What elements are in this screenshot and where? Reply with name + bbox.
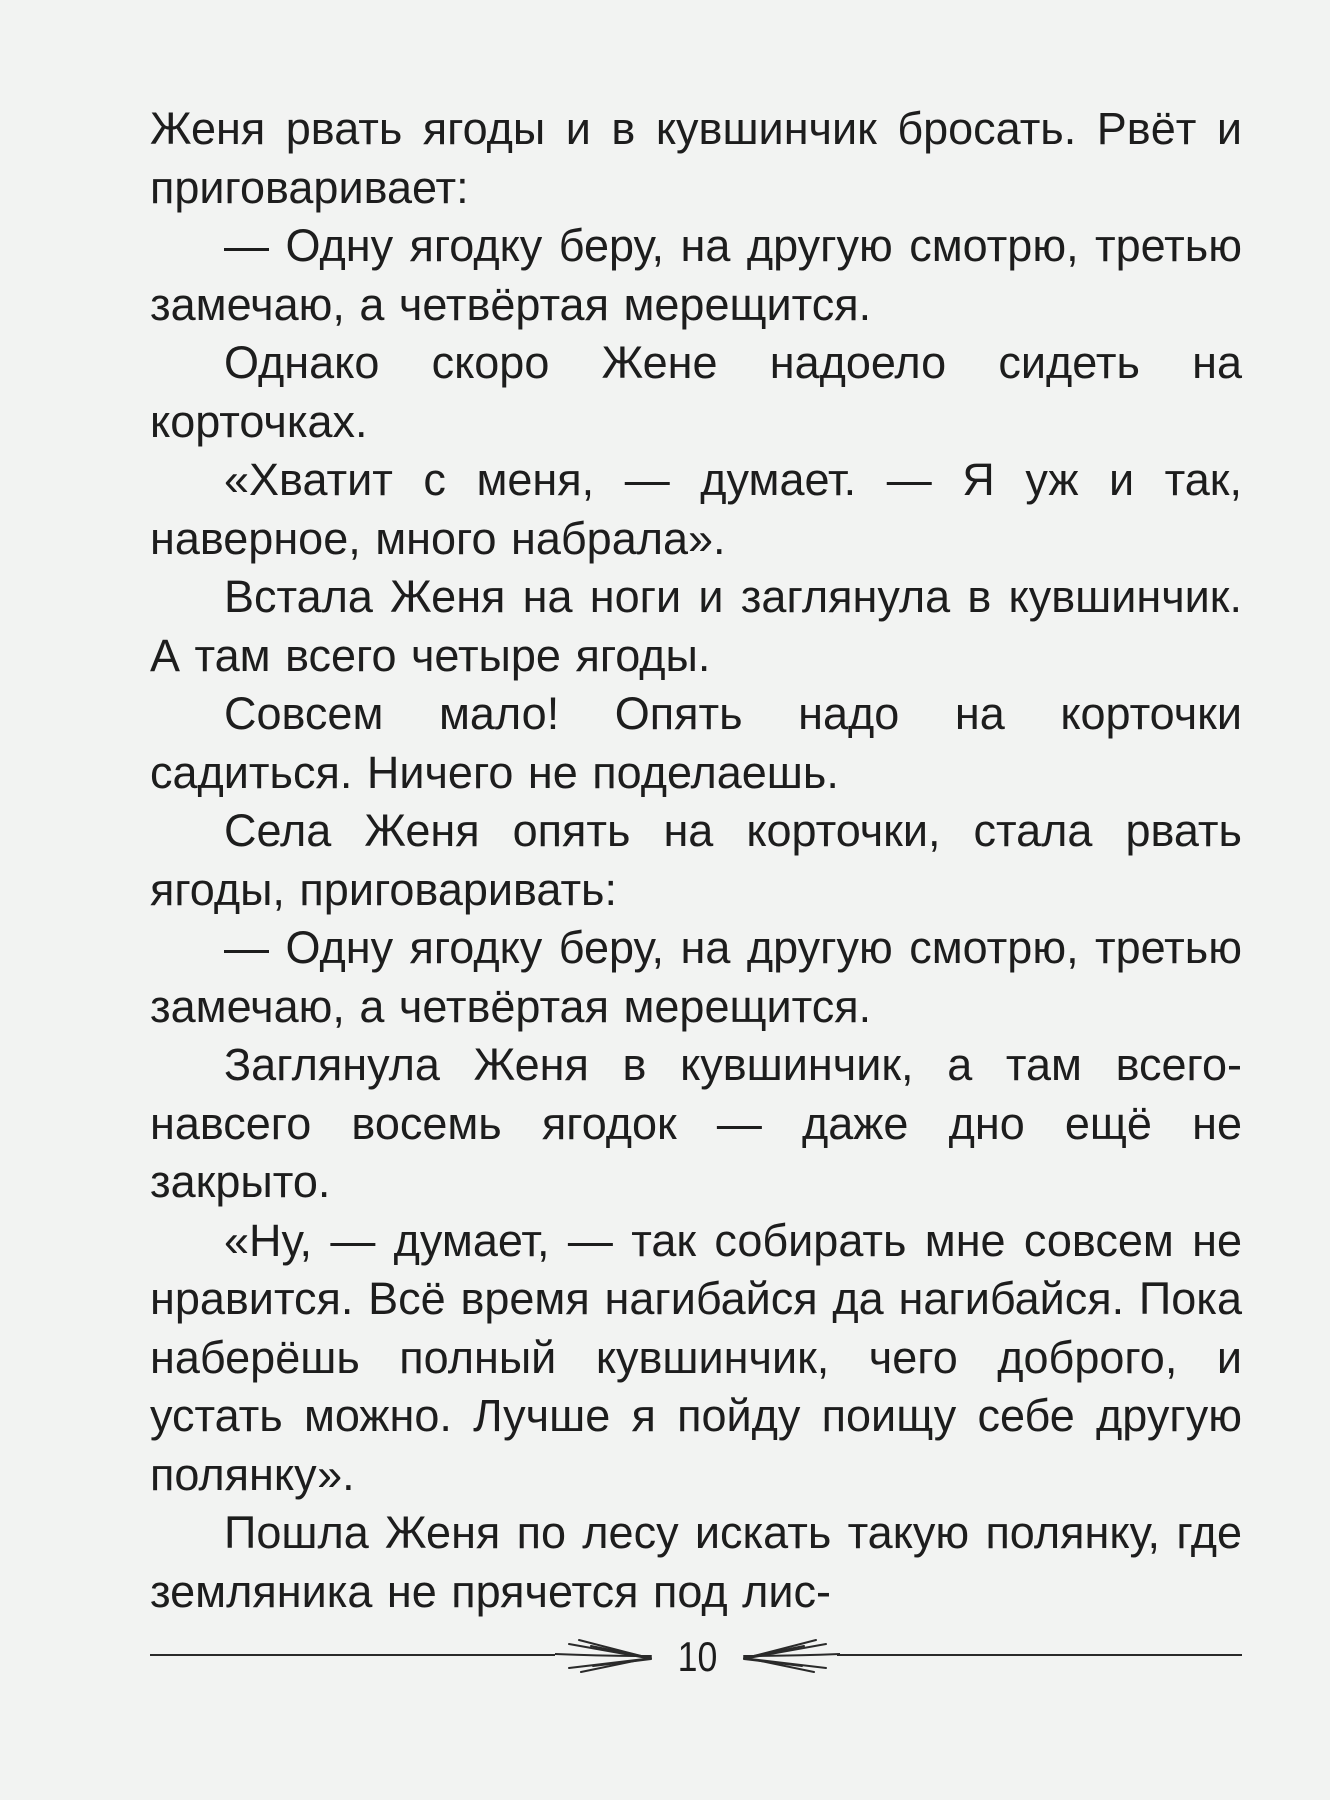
page-number: 10 [677,1633,718,1680]
paragraph: Женя рвать ягоды и в кувшинчик бросать. Рвёт и приговаривает: [150,103,1242,213]
footer-rule-left [150,1654,555,1656]
paragraph: «Ну, — думает, — так собирать мне совсем не нравится. Всё время нагибайся да нагибайся. Пока наберёшь полный кувшинчик, чего доброго, и устать можно. Лучше я пойду поищу себе другую полянку». [150,1214,1242,1500]
paragraph: «Хватит с меня, — думает. — Я уж и так, наверное, много набрала». [150,454,1242,564]
footer-rule-right [837,1654,1242,1656]
story-text [150,100,1242,1621]
paragraph: Заглянула Женя в кувшинчик, а там всего-навсего восемь ягодок — даже дно ещё не закрыто. [150,1039,1242,1207]
feather-ornament-right-icon [740,1636,840,1676]
paragraph: Однако скоро Жене надоело сидеть на корточках. [150,337,1242,447]
page-footer [150,1624,1242,1704]
paragraph: — Одну ягодку беру, на другую смотрю, третью замечаю, а четвёртая мерещится. [150,922,1242,1032]
paragraph: — Одну ягодку беру, на другую смотрю, третью замечаю, а четвёртая мерещится. [150,220,1242,330]
paragraph: Села Женя опять на корточки, стала рвать ягоды, приговаривать: [150,805,1242,915]
paragraph: Пошла Женя по лесу искать такую полянку, где земляника не прячется под лис- [150,1507,1242,1617]
paragraph: Встала Женя на ноги и заглянула в кувшинчик. А там всего четыре ягоды. [150,571,1242,681]
feather-ornament-left-icon [555,1636,655,1676]
paragraph: Совсем мало! Опять надо на корточки садиться. Ничего не поделаешь. [150,688,1242,798]
